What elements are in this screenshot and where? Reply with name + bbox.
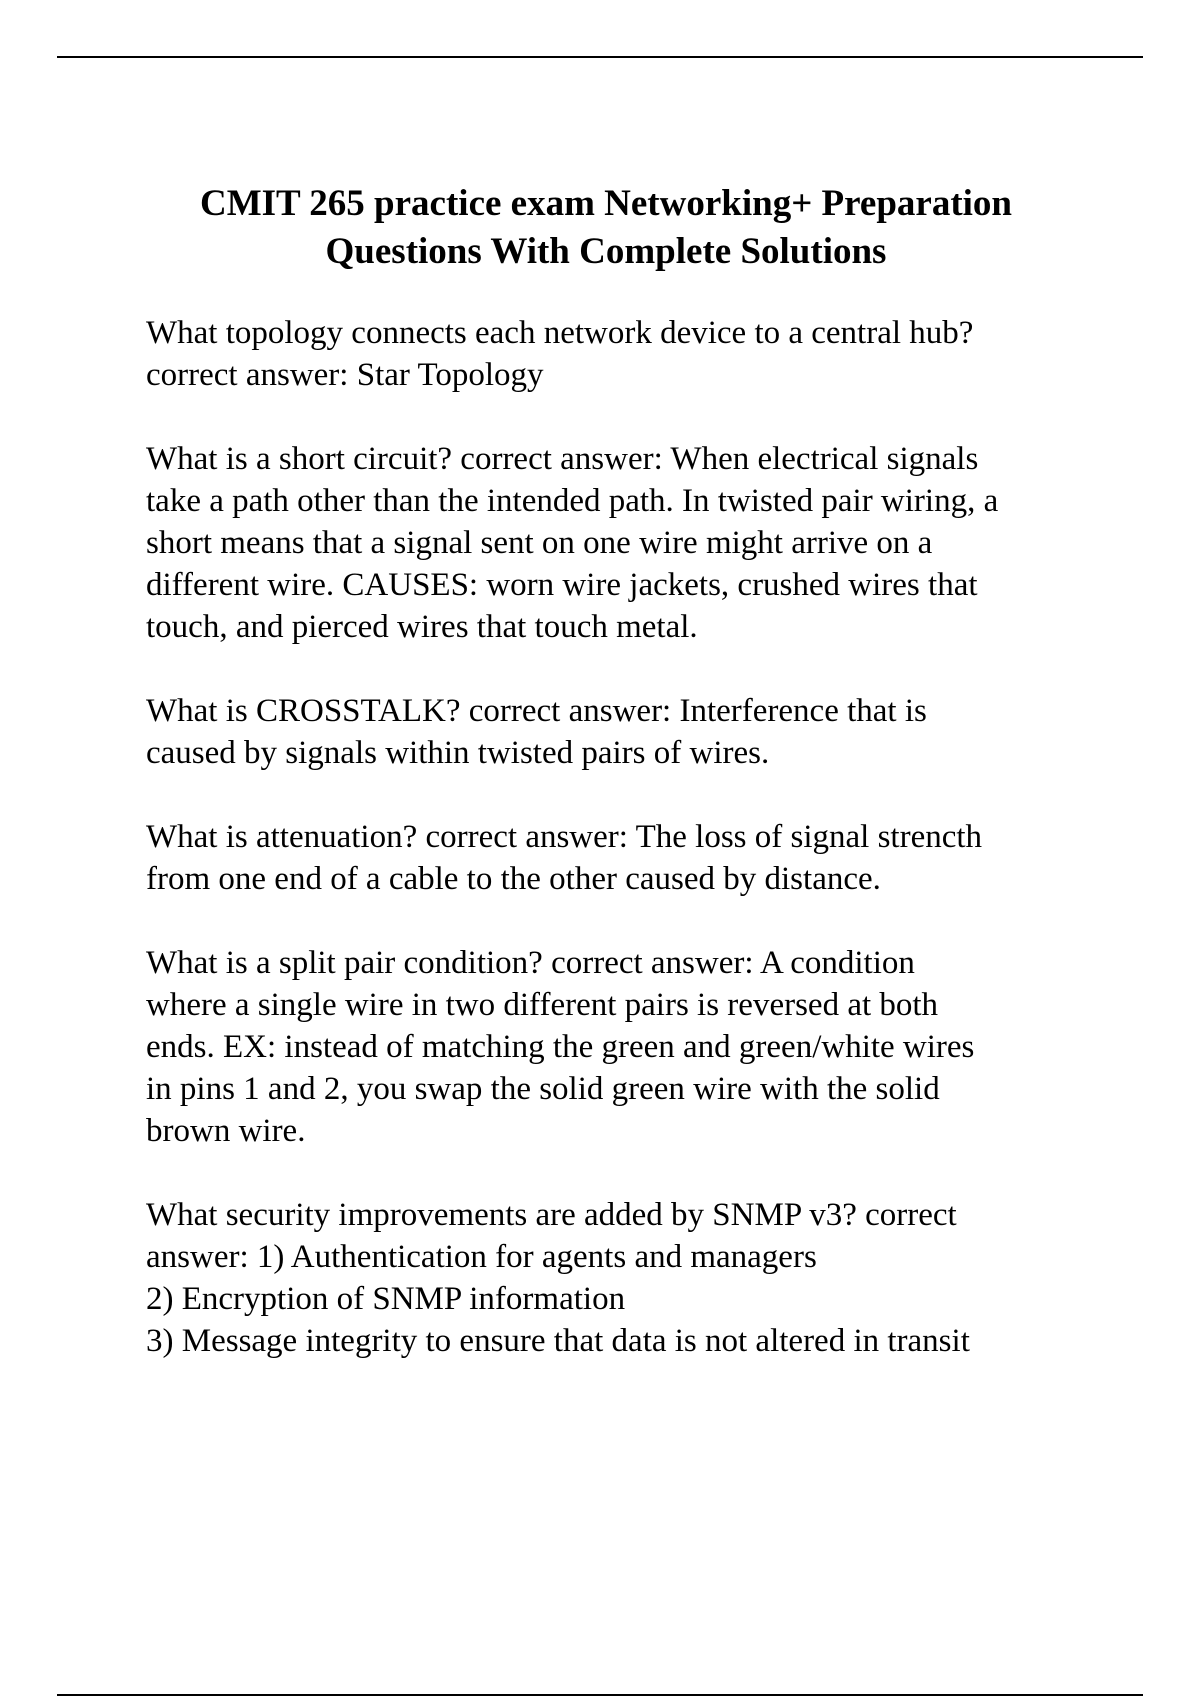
text-line: What is a split pair condition? correct answer: A condition: [146, 945, 915, 981]
text-line: brown wire.: [146, 1113, 306, 1149]
text-line: correct answer: Star Topology: [146, 357, 544, 393]
text-line: 2) Encryption of SNMP information: [146, 1281, 626, 1317]
document-body: [146, 180, 1086, 1404]
text-line: What is a short circuit? correct answer: When electrical signals: [146, 441, 979, 477]
text-line: where a single wire in two different pairs is reversed at both: [146, 987, 939, 1023]
text-line: What is CROSSTALK? correct answer: Interference that is: [146, 693, 927, 729]
question-block-2: [146, 438, 1086, 648]
question-block-4: [146, 816, 1086, 900]
title-line: CMIT 265 practice exam Networking+ Preparation: [200, 183, 1012, 224]
question-block-3: [146, 690, 1086, 774]
header-rule: [57, 56, 1143, 58]
text-line: short means that a signal sent on one wire might arrive on a: [146, 525, 933, 561]
question-block-1: [146, 312, 1086, 396]
text-line: caused by signals within twisted pairs of wires.: [146, 735, 770, 771]
text-line: answer: 1) Authentication for agents and managers: [146, 1239, 817, 1275]
question-block-6: [146, 1194, 1086, 1362]
text-line: ends. EX: instead of matching the green and green/white wires: [146, 1029, 975, 1065]
text-line: 3) Message integrity to ensure that data is not altered in transit: [146, 1323, 970, 1359]
text-line: What topology connects each network device to a central hub?: [146, 315, 974, 351]
question-block-5: [146, 942, 1086, 1152]
title-line: Questions With Complete Solutions: [325, 231, 887, 272]
text-line: in pins 1 and 2, you swap the solid green wire with the solid: [146, 1071, 940, 1107]
text-line: different wire. CAUSES: worn wire jackets, crushed wires that: [146, 567, 978, 603]
text-line: touch, and pierced wires that touch metal.: [146, 609, 698, 645]
text-line: What security improvements are added by SNMP v3? correct: [146, 1197, 957, 1233]
footer-rule: [57, 1694, 1143, 1696]
text-line: take a path other than the intended path. In twisted pair wiring, a: [146, 483, 999, 519]
text-line: from one end of a cable to the other caused by distance.: [146, 861, 881, 897]
text-line: What is attenuation? correct answer: The loss of signal strencth: [146, 819, 983, 855]
document-title: [92, 180, 1120, 276]
